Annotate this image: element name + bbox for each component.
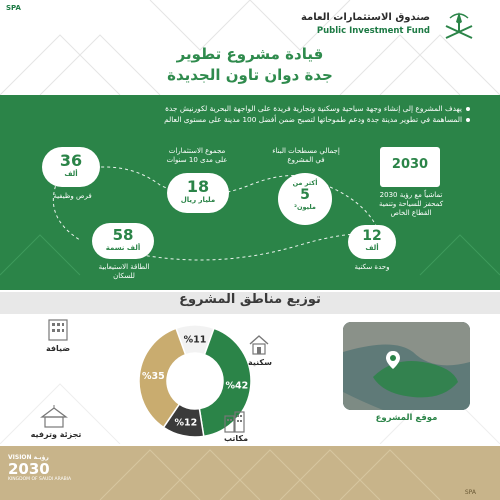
satellite-map-image <box>343 322 470 410</box>
donut-slice-label: %12 <box>174 417 198 429</box>
segment-label-offices: مكاتب <box>223 434 249 443</box>
stat-jobs-label: فرص وظيفية <box>53 192 92 200</box>
footer-pattern <box>0 446 500 500</box>
donut-slice-label: %42 <box>225 380 249 392</box>
stat-capacity-label: الطاقة الاستيعابية للسكان <box>98 263 150 280</box>
footer <box>0 446 500 500</box>
office-tower-icon <box>222 410 248 434</box>
vision-label: VISION رؤيـة <box>8 454 49 461</box>
bullet-icon <box>466 118 470 122</box>
residential-house-icon <box>247 333 271 357</box>
kingdom-label: KINGDOM OF SAUDI ARABIA <box>8 477 72 482</box>
project-location-label: موقع المشروع <box>375 413 438 423</box>
segment-label-retail: تجزئة وترفيه <box>30 430 82 439</box>
vision-2030-logo <box>8 454 71 482</box>
project-location-map <box>343 322 470 410</box>
stat-buildarea-caption: إجمالي مسطحات البناء في المشروع <box>272 147 340 164</box>
segment-label-residential: سكنية <box>248 358 272 367</box>
goal-item: يهدف المشروع إلى إنشاء وجهة سياحية وسكنية وتجارية فريدة على الواجهة البحرية لكورنيش جدة <box>40 103 470 114</box>
stat-investment: 18 مليار ريال <box>167 173 229 213</box>
hotel-building-icon <box>45 318 71 342</box>
stat-investment-caption: مجموع الاستثمارات على مدى 10 سنوات <box>166 147 228 164</box>
goal-item: المساهمة في تطوير مدينة جدة ودعم طموحاتها لتصبح ضمن أفضل 100 مدينة على مستوى العالم <box>40 114 470 125</box>
agency-mark: SPA <box>6 4 21 12</box>
stat-units: 12 ألف <box>348 225 396 259</box>
saudi-emblem-icon <box>440 10 478 44</box>
title-line-1: قيادة مشروع تطوير <box>176 45 324 63</box>
org-name-english: Public Investment Fund <box>316 26 430 36</box>
vision-2030-caption: تماشياً مع رؤية 2030 كمحفز للسياحة وتنمية القطاع الخاص <box>378 191 444 217</box>
donut-slice-label: %35 <box>141 371 165 383</box>
location-pin-icon <box>385 350 401 370</box>
project-goals-list <box>40 103 470 125</box>
header <box>0 0 500 95</box>
vision-year: 2030 <box>8 460 50 478</box>
org-name-arabic: صندوق الاستثمارات العامة <box>300 12 430 23</box>
stat-units-label: وحدة سكنية <box>354 263 390 271</box>
title-line-2: جدة دوان تاون الجديدة <box>167 66 333 84</box>
donut-slice-label: %11 <box>183 334 207 346</box>
retail-tent-icon <box>40 405 68 429</box>
agency-footer-mark: SPA <box>464 489 476 496</box>
stats-section <box>0 95 500 290</box>
segment-label-hospitality: ضيافة <box>45 344 71 353</box>
stat-jobs: 36 ألف <box>42 147 100 187</box>
stat-buildarea: أكثر من 5 مليون² <box>278 173 332 225</box>
stat-capacity: 58 ألف نسمة <box>92 223 154 259</box>
bullet-icon <box>466 107 470 111</box>
vision-2030-badge: 2030 <box>380 147 440 187</box>
distribution-title: توزيع مناطق المشروع <box>179 292 321 307</box>
